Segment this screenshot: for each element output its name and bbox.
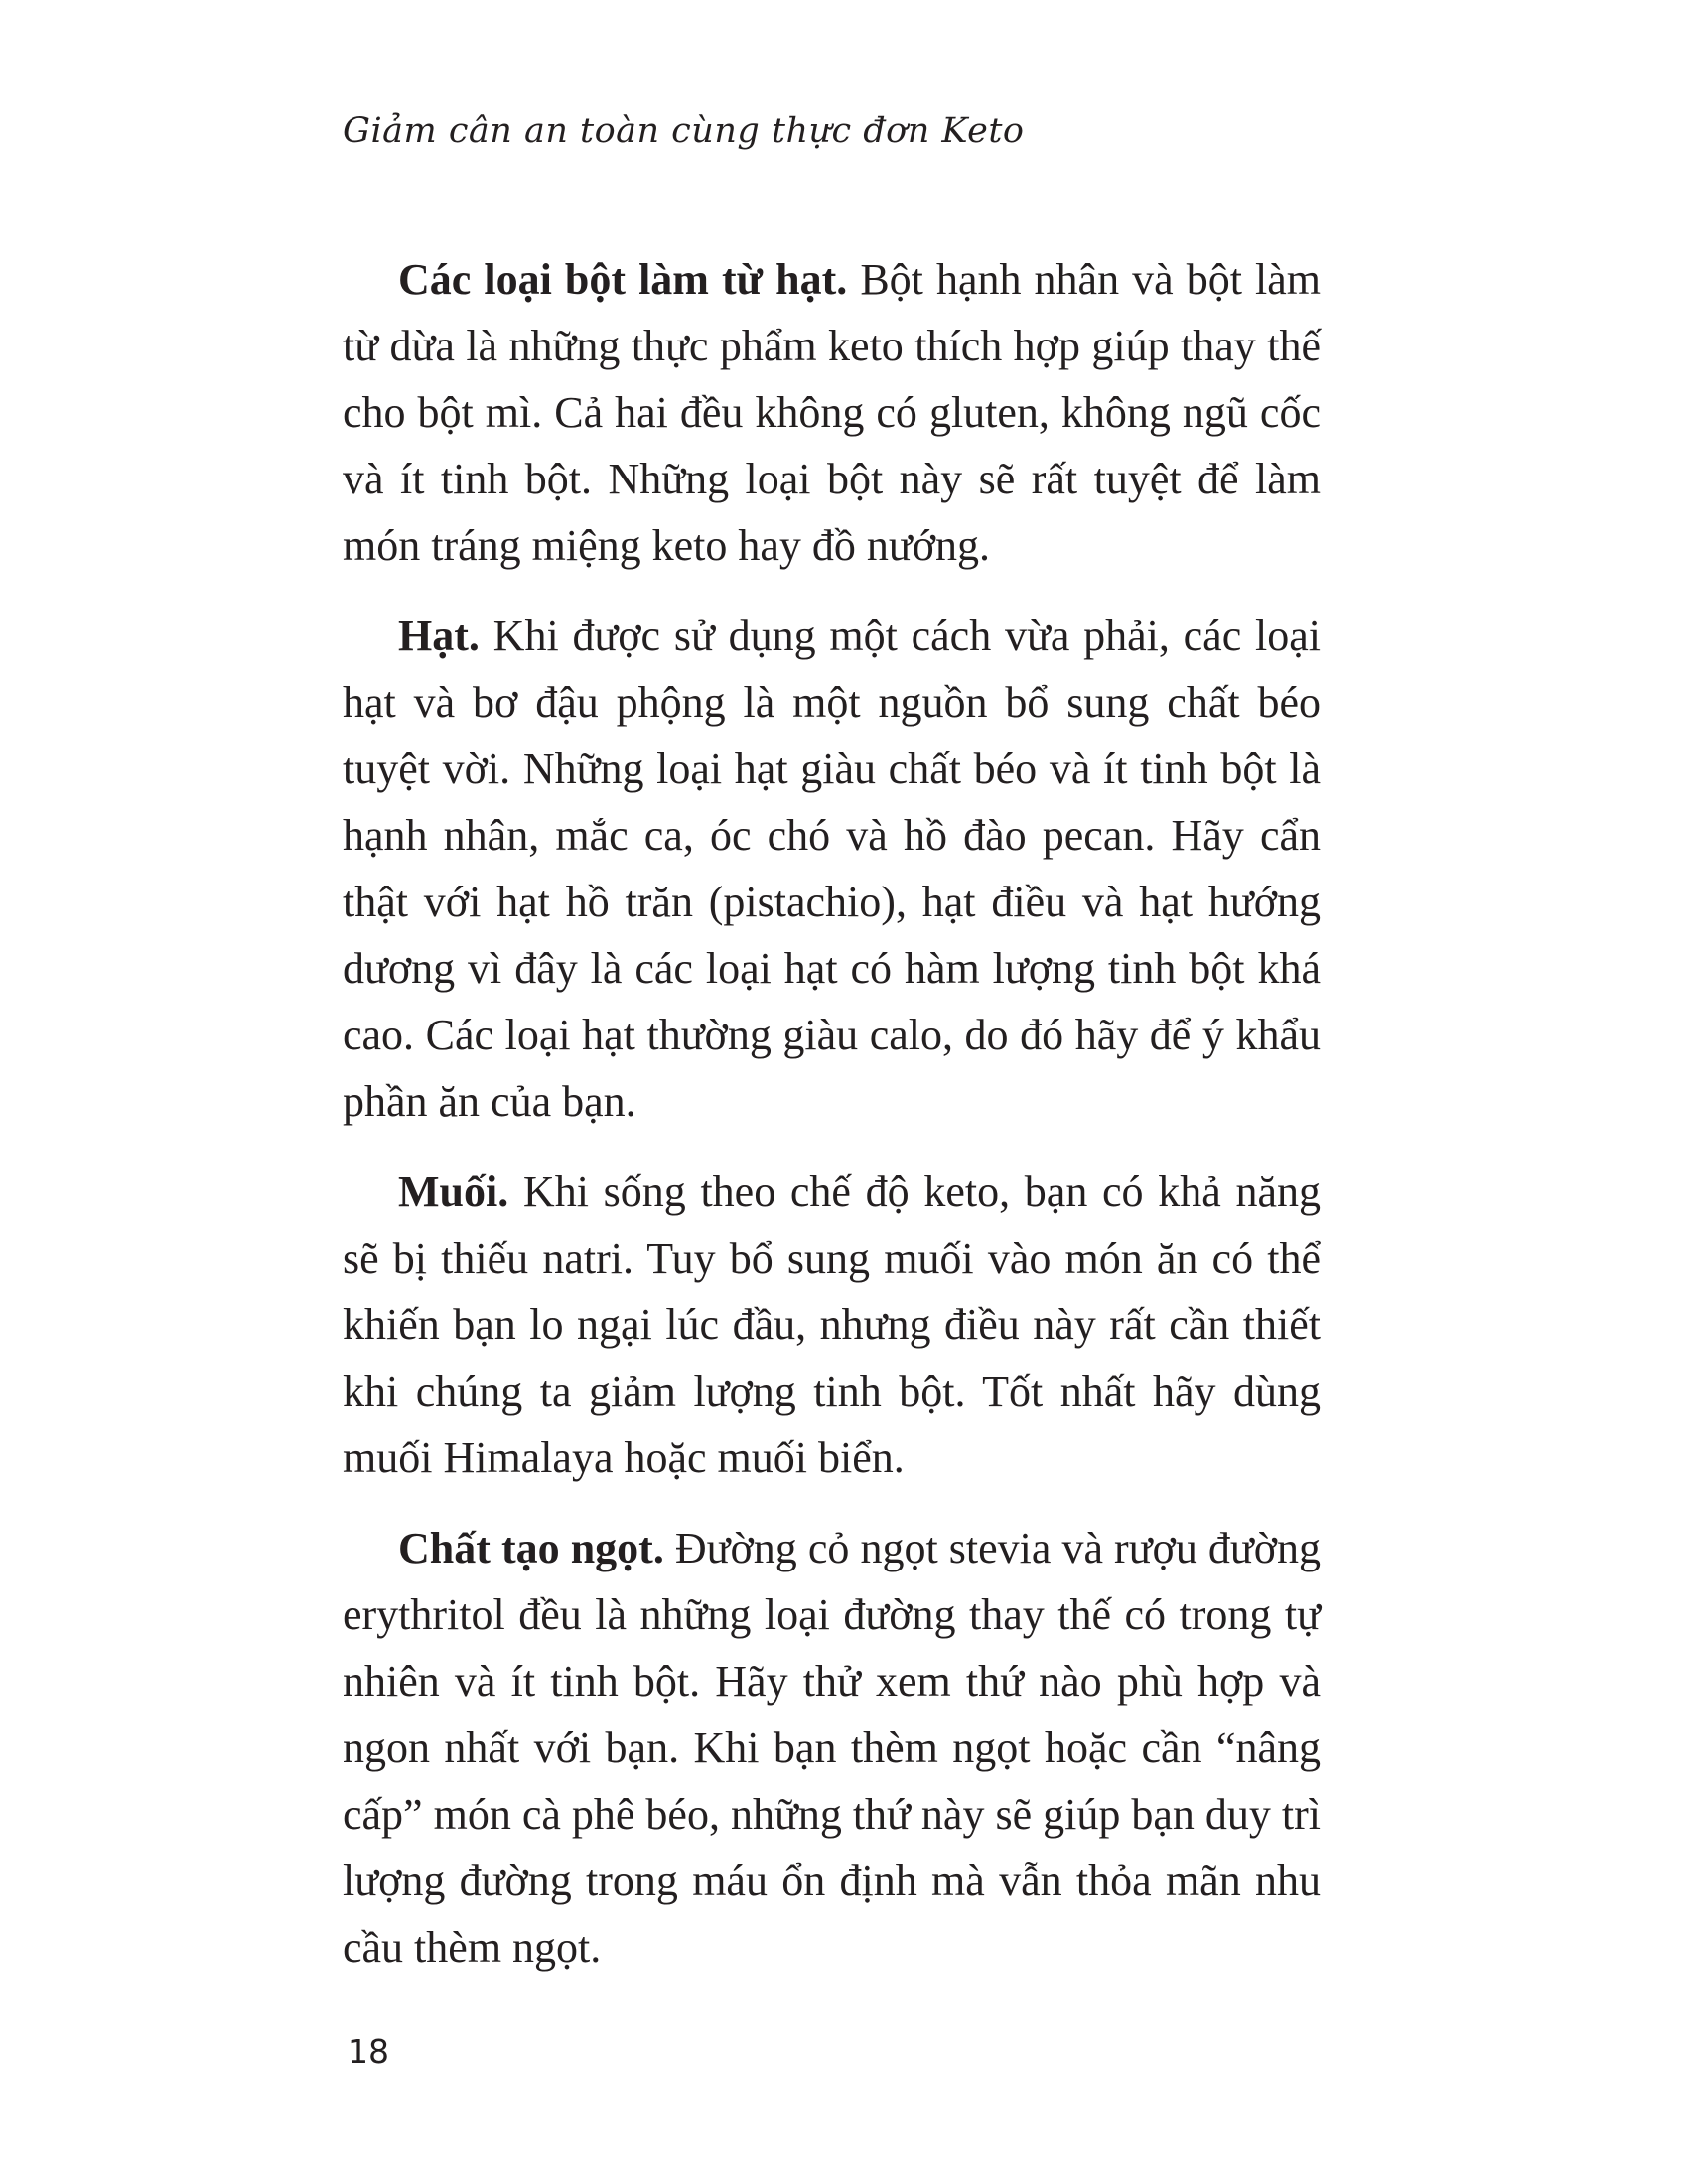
running-title: Giảm cân an toàn cùng thực đơn Keto [343, 111, 1025, 151]
paragraph-nut-flours [343, 246, 1321, 579]
paragraph-lead: Hạt. [398, 612, 480, 660]
paragraph-lead: Muối. [398, 1167, 509, 1216]
paragraph-text: Bột hạnh nhân và bột làm từ dừa là những thực phẩm keto thích hợp giúp thay thế cho bột mì. Cả hai đều không có gluten, không ngũ cốc và ít tinh bột. Những loại bột này sẽ rất tuyệt để làm món tráng miệng keto hay đồ nướng. [343, 255, 1321, 570]
paragraph-salt [343, 1159, 1321, 1491]
body-text [343, 246, 1321, 2004]
paragraph-text: Khi sống theo chế độ keto, bạn có khả năng sẽ bị thiếu natri. Tuy bổ sung muối vào món ăn có thể khiến bạn lo ngại lúc đầu, nhưng điều này rất cần thiết khi chúng ta giảm lượng tinh bột. Tốt nhất hãy dùng muối Himalaya hoặc muối biển. [343, 1167, 1321, 1482]
paragraph-sweeteners [343, 1515, 1321, 1980]
paragraph-lead: Các loại bột làm từ hạt. [398, 255, 848, 304]
paragraph-text: Khi được sử dụng một cách vừa phải, các loại hạt và bơ đậu phộng là một nguồn bổ sung chất béo tuyệt vời. Những loại hạt giàu chất béo và ít tinh bột là hạnh nhân, mắc ca, óc chó và hồ đào pecan. Hãy cẩn thật với hạt hồ trăn (pistachio), hạt điều và hạt hướng dương vì đây là các loại hạt có hàm lượng tinh bột khá cao. Các loại hạt thường giàu calo, do đó hãy để ý khẩu phần ăn của bạn. [343, 612, 1321, 1126]
paragraph-nuts [343, 603, 1321, 1135]
page-number: 18 [348, 2032, 389, 2071]
paragraph-lead: Chất tạo ngọt. [398, 1524, 664, 1572]
paragraph-text: Đường cỏ ngọt stevia và rượu đường erythritol đều là những loại đường thay thế có trong tự nhiên và ít tinh bột. Hãy thử xem thứ nào phù hợp và ngon nhất với bạn. Khi bạn thèm ngọt hoặc cần “nâng cấp” món cà phê béo, những thứ này sẽ giúp bạn duy trì lượng đường trong máu ổn định mà vẫn thỏa mãn nhu cầu thèm ngọt. [343, 1524, 1322, 1972]
